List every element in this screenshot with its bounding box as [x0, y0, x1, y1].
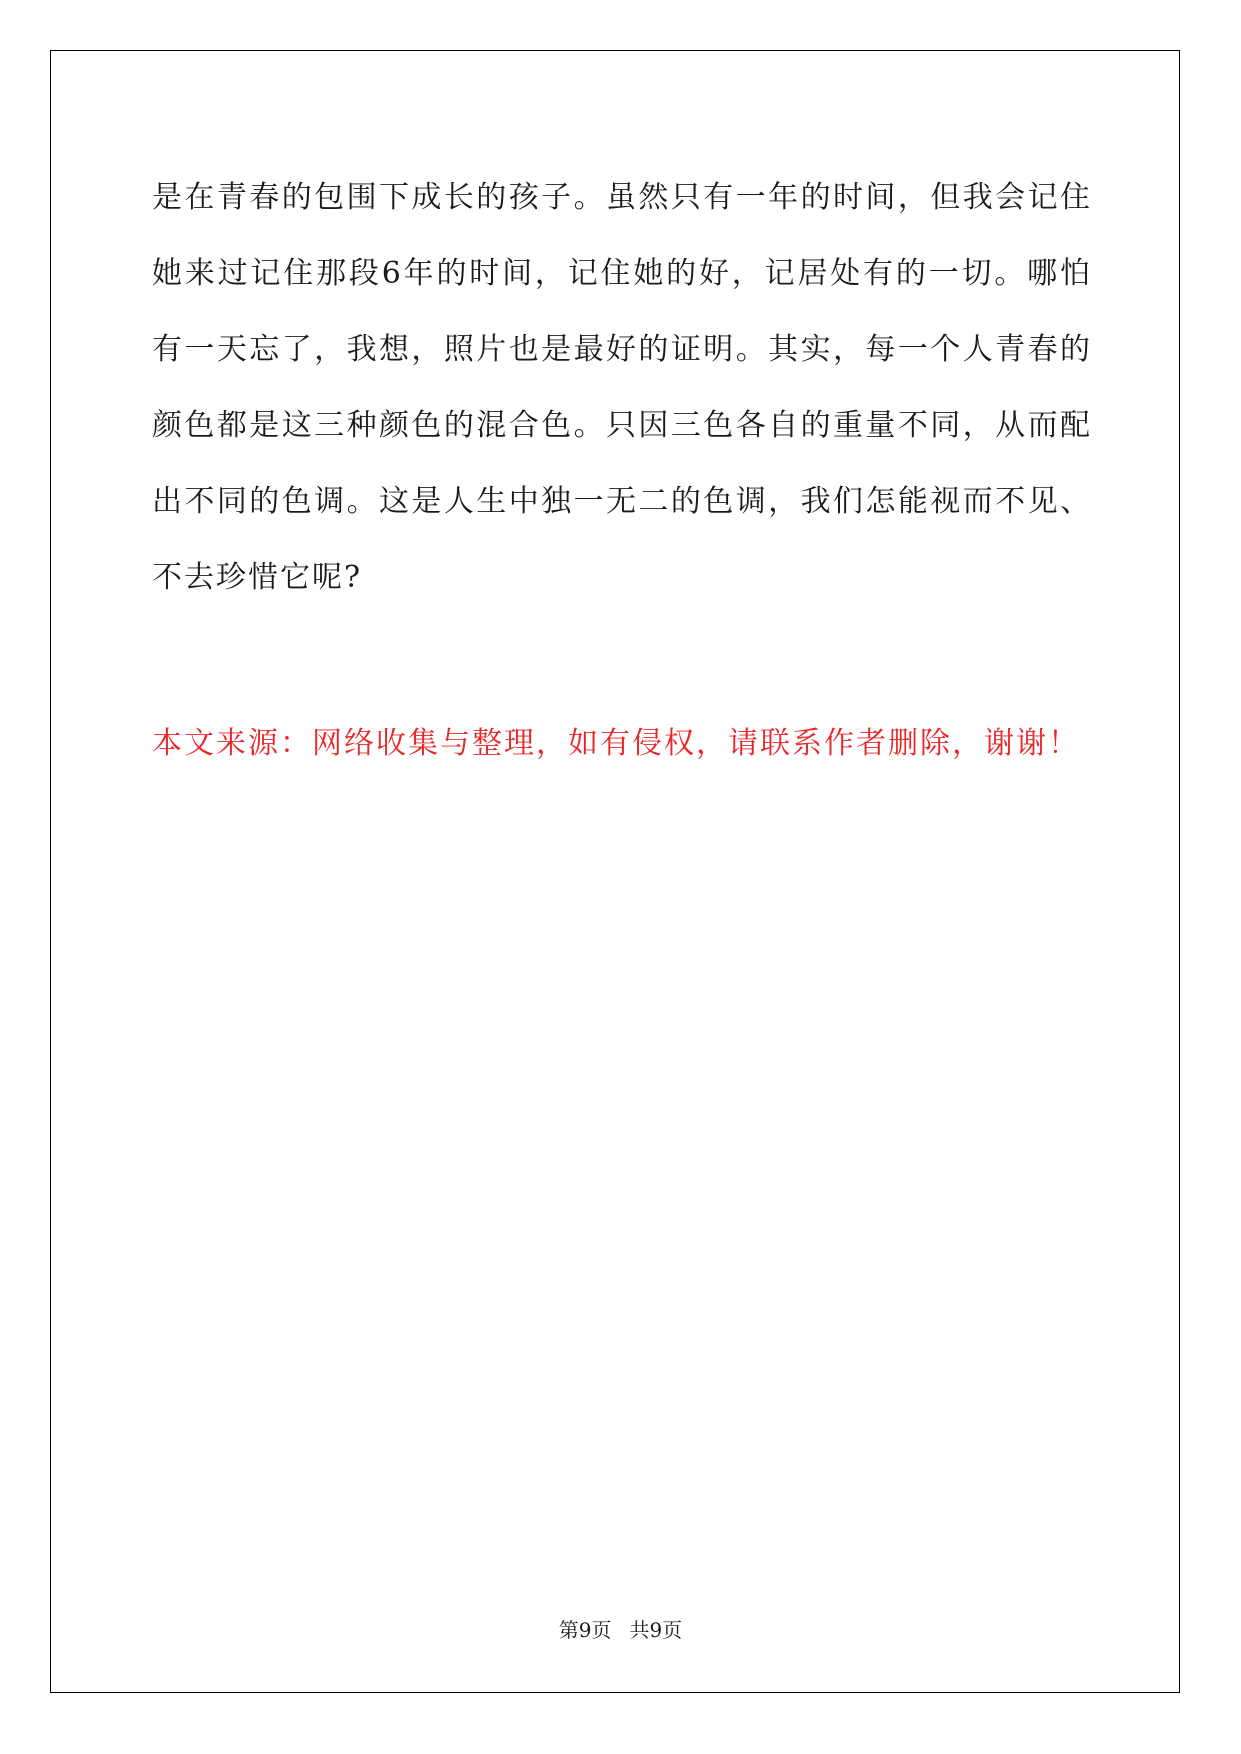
page-footer [0, 1616, 1241, 1644]
body-paragraph: 是在青春的包围下成长的孩子。虽然只有一年的时间，但我会记住她来过记住那段6年的时间，记住她的好，记居处有的一切。哪怕有一天忘了，我想，照片也是最好的证明。其实，每一个人青春的颜色都是这三种颜色的混合色。只因三色各自的重量不同，从而配出不同的色调。这是人生中独一无二的色调，我们怎能视而不见、不去珍惜它呢? [152, 180, 1092, 595]
source-note: 本文来源：网络收集与整理，如有侵权，请联系作者删除，谢谢！ [152, 726, 1080, 761]
total-page-count: 共9页 [629, 1618, 683, 1642]
current-page-number: 第9页 [558, 1618, 612, 1642]
